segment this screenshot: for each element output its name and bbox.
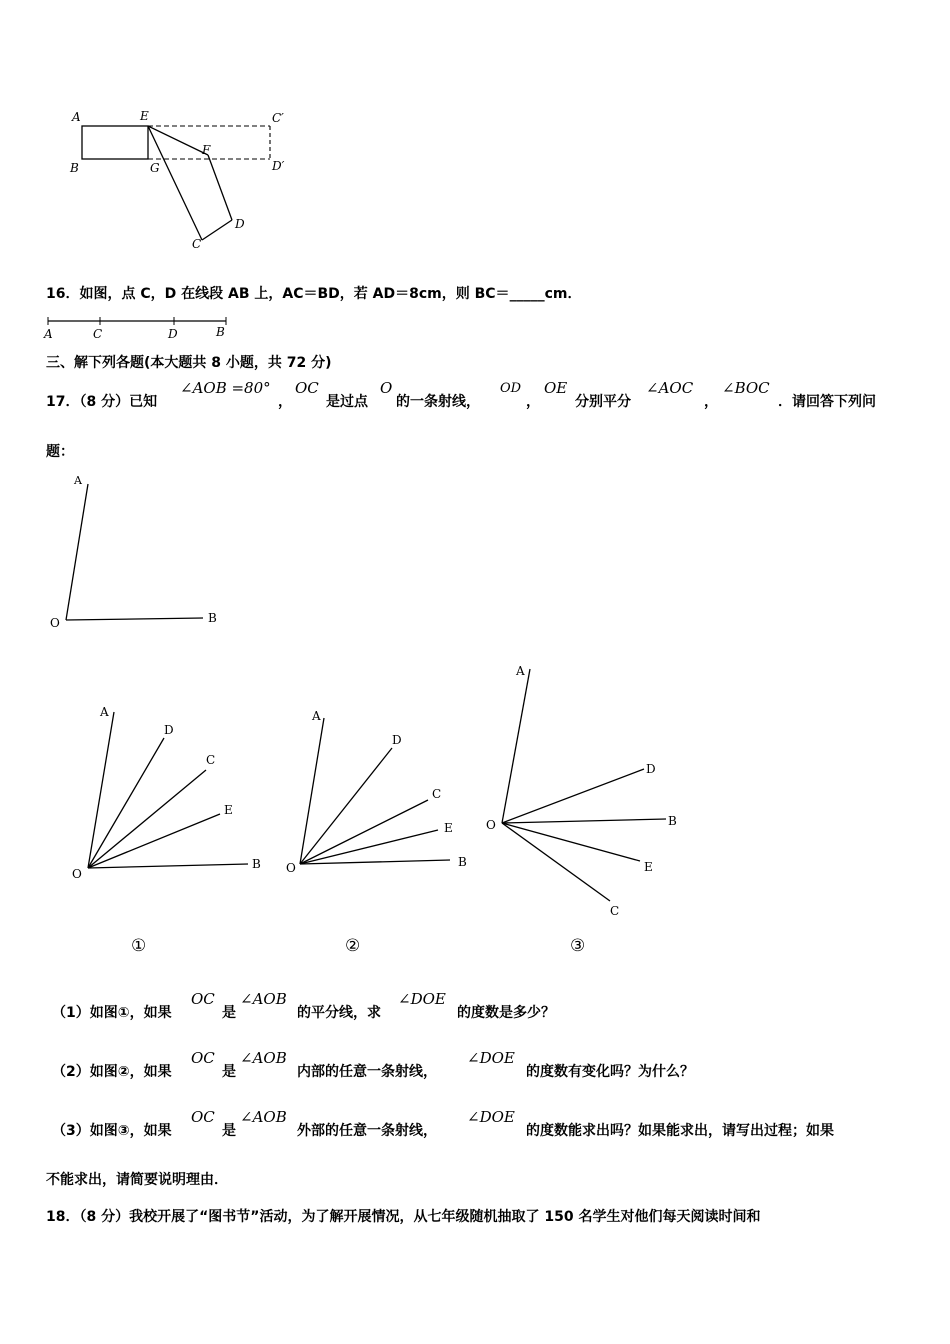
q17-t7: ， [704, 394, 718, 410]
fig3-label-c: C [610, 904, 620, 918]
fig3-ray-oa [502, 669, 530, 823]
fig1-ray-ob [88, 864, 248, 868]
fold-line-ef [148, 126, 208, 155]
label-f: F [202, 143, 211, 157]
question-16 [46, 284, 581, 304]
q17-t2: ， [278, 394, 292, 410]
q17-angle-boc: ∠BOC [722, 379, 770, 397]
fig1-label-c: C [206, 753, 216, 767]
fig1-ray-oe [88, 814, 220, 868]
q17-od: OD [500, 381, 522, 396]
q16-text-b: cm． [544, 286, 582, 302]
figure-1-number: ① [131, 936, 147, 956]
q17-p2-doe: ∠DOE [467, 1049, 515, 1067]
ray-oa [66, 484, 88, 620]
q17-p1-d: 的度数是多少？ [457, 1005, 555, 1021]
q17-oe: OE [544, 379, 568, 397]
fold-edge-ec [148, 126, 202, 240]
fig3-label-o: O [486, 818, 496, 832]
fig3-ray-od [502, 769, 644, 823]
figure-1 [60, 700, 280, 890]
q17-p3-aob: ∠AOB [240, 1108, 287, 1126]
fig1-label-d: D [164, 723, 174, 737]
fig1-label-a: A [100, 705, 109, 719]
fold-edge-dc [202, 220, 232, 240]
q17-t3: 是过点 [326, 394, 368, 410]
q17-p3-a: （3）如图③，如果 [52, 1123, 172, 1139]
label-e: E [140, 109, 149, 123]
fig1-ray-oc [88, 770, 206, 868]
fig3-ray-oc [502, 823, 610, 901]
q17-p2-aob: ∠AOB [240, 1049, 287, 1067]
fold-edge-fd [208, 155, 232, 220]
q17-t8: ．请回答下列问 [778, 394, 876, 410]
fig2-label-c: C [432, 787, 442, 801]
label-d: D [235, 217, 245, 231]
fig2-ray-oa [300, 718, 324, 864]
main-label-a: A [74, 474, 82, 487]
q17-p2-a: （2）如图②，如果 [52, 1064, 172, 1080]
q17-p1-a: （1）如图①，如果 [52, 1005, 172, 1021]
rect-left-part [82, 126, 148, 159]
label-g: G [150, 161, 160, 175]
fig3-label-b: B [668, 814, 677, 828]
q17-p1-b: 是 [222, 1005, 236, 1021]
fig3-label-a: A [516, 664, 525, 678]
q17-p3-b: 是 [222, 1123, 236, 1139]
question-17-stem [46, 392, 157, 412]
q17-angle-aob-80: ∠AOB =80° [180, 379, 271, 397]
q17-p3-oc: OC [191, 1108, 215, 1126]
seg-label-b: B [216, 325, 225, 339]
fig2-ray-ob [300, 860, 450, 864]
main-label-b: B [208, 611, 217, 625]
fold-rectangle-figure [60, 100, 310, 260]
q17-p3-doe: ∠DOE [467, 1108, 515, 1126]
q17-t4: 的一条射线， [396, 394, 480, 410]
q17-t5: ， [526, 394, 540, 410]
q17-p1-c: 的平分线，求 [297, 1005, 381, 1021]
q16-text-a: 16．如图，点 C，D 在线段 AB 上，AC＝BD，若 AD＝8cm，则 BC＝ [46, 286, 510, 302]
q17-oc: OC [295, 379, 319, 397]
q17-p3-d: 的度数能求出吗？如果能求出，请写出过程；如果 [526, 1123, 834, 1139]
q16-blank: _____ [509, 286, 545, 302]
label-d-prime: D′ [272, 159, 285, 173]
figure-3 [480, 655, 700, 925]
fig2-ray-od [300, 748, 392, 864]
label-b: B [70, 161, 79, 175]
q17-t9: 题： [46, 444, 74, 460]
q17-t6: 分别平分 [575, 394, 631, 410]
fig1-label-o: O [72, 867, 82, 881]
seg-label-a: A [44, 327, 53, 341]
q17-t1: 17．（8 分）已知 [46, 394, 158, 410]
fig2-label-d: D [392, 733, 402, 747]
fig2-ray-oe [300, 830, 438, 864]
figure-2 [280, 700, 480, 890]
label-a: A [72, 110, 81, 124]
fig2-label-a: A [312, 709, 321, 723]
seg-label-d: D [168, 327, 178, 341]
q17-p2-b: 是 [222, 1064, 236, 1080]
fig2-ray-oc [300, 800, 428, 864]
q17-p3-c: 外部的任意一条射线， [297, 1123, 437, 1139]
fig3-ray-ob [502, 819, 666, 823]
seg-label-c: C [93, 327, 103, 341]
fig2-label-o: O [286, 861, 296, 875]
segment-figure [40, 312, 240, 342]
main-label-o: O [50, 616, 60, 630]
label-c-prime: C′ [272, 111, 284, 125]
q17-p3-e: 不能求出，请简要说明理由． [46, 1172, 228, 1188]
label-c: C [192, 237, 202, 251]
figure-3-number: ③ [570, 936, 586, 956]
fig1-label-e: E [224, 803, 233, 817]
q17-point-o: O [380, 379, 393, 397]
fig3-ray-oe [502, 823, 640, 861]
figure-2-number: ② [345, 936, 361, 956]
q17-p2-c: 内部的任意一条射线， [297, 1064, 437, 1080]
section-3-title: 三、解下列各题(本大题共 8 小题，共 72 分) [46, 355, 332, 371]
q17-p1-aob: ∠AOB [240, 990, 287, 1008]
ray-ob [66, 618, 203, 620]
fig2-label-e: E [444, 821, 453, 835]
question-18: 18．（8 分）我校开展了“图书节”活动，为了解开展情况，从七年级随机抽取了 150 名学生对他们每天阅读时间和 [46, 1209, 761, 1225]
angle-aob-figure [40, 470, 240, 635]
fig3-label-d: D [646, 762, 656, 776]
q17-p2-d: 的度数有变化吗？为什么？ [526, 1064, 694, 1080]
fig3-label-e: E [644, 860, 653, 874]
q17-p1-doe: ∠DOE [398, 990, 446, 1008]
fig1-label-b: B [252, 857, 261, 871]
fig2-label-b: B [458, 855, 467, 869]
q17-p2-oc: OC [191, 1049, 215, 1067]
q17-angle-aoc: ∠AOC [646, 379, 694, 397]
q17-p1-oc: OC [191, 990, 215, 1008]
